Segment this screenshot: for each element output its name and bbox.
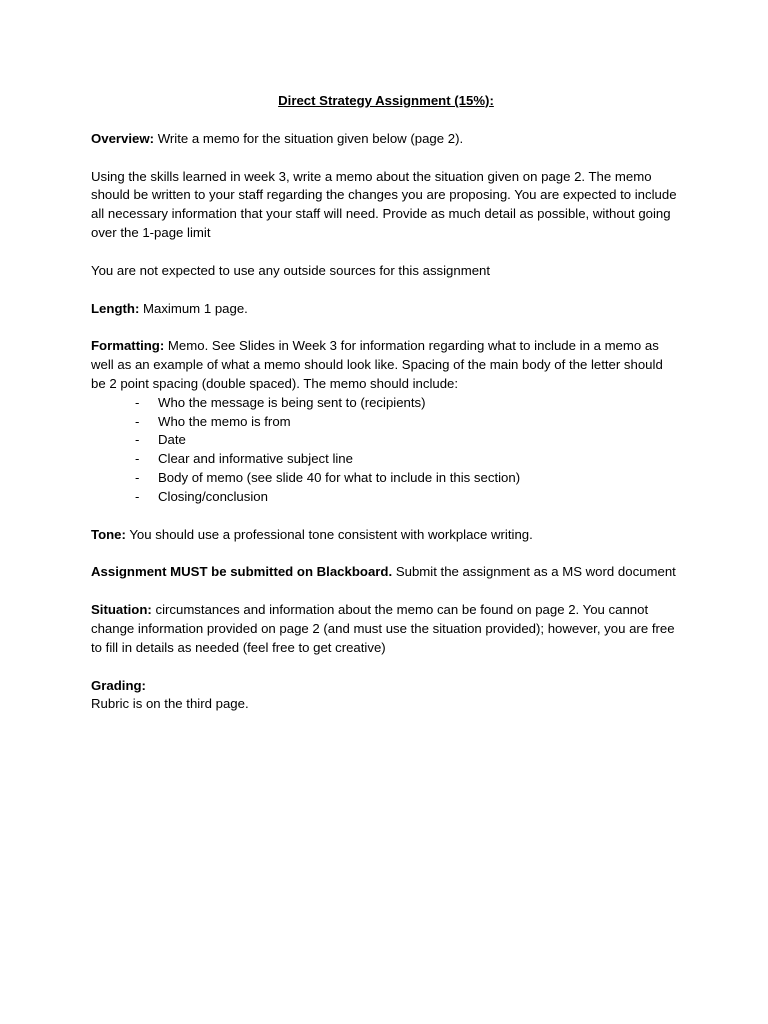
list-item (91, 394, 681, 413)
list-item (91, 488, 681, 507)
tone-label: Tone: (91, 526, 126, 542)
formatting-label: Formatting: (91, 338, 165, 354)
bullet-marker: - (135, 394, 140, 410)
overview-text: Write a memo for the situation given below (page 2). (154, 130, 464, 146)
memo-requirements-list (91, 394, 681, 507)
list-item-text: Who the memo is from (158, 413, 291, 429)
situation-text: circumstances and information about the memo can be found on page 2. You cannot change information provided on page 2 (and must use the situation provided); however, you are free to fill in details as needed (feel free to get creative) (91, 602, 675, 655)
overview-section (91, 130, 681, 149)
list-item-text: Date (158, 432, 186, 448)
list-item-text: Closing/conclusion (158, 488, 268, 504)
list-item (91, 413, 681, 432)
tone-section (91, 526, 681, 545)
situation-section (91, 601, 681, 657)
grading-label: Grading: (91, 677, 146, 693)
document-title: Direct Strategy Assignment (15%): (278, 93, 494, 108)
list-item (91, 431, 681, 450)
submission-label: Assignment MUST be submitted on Blackboard. (91, 564, 393, 580)
bullet-marker: - (135, 488, 140, 504)
list-item-text: Body of memo (see slide 40 for what to include in this section) (158, 469, 521, 485)
sources-paragraph: You are not expected to use any outside sources for this assignment (91, 262, 491, 278)
list-item (91, 450, 681, 469)
length-label: Length: (91, 300, 140, 316)
tone-text: You should use a professional tone consistent with workplace writing. (125, 526, 533, 542)
bullet-marker: - (135, 413, 140, 429)
length-text: Maximum 1 page. (139, 300, 248, 316)
submission-text: Submit the assignment as a MS word document (392, 564, 676, 580)
length-section (91, 300, 681, 319)
document-page (91, 92, 681, 714)
bullet-marker: - (135, 451, 140, 467)
situation-label: Situation: (91, 602, 152, 618)
bullet-marker: - (135, 469, 140, 485)
bullet-marker: - (135, 432, 140, 448)
submission-section (91, 563, 681, 582)
formatting-text: Memo. See Slides in Week 3 for information regarding what to include in a memo as well as an example of what a memo should look like. Spacing of the main body of the letter should be 2 point spacing (double spaced). The memo should include: (91, 338, 663, 391)
instructions-paragraph: Using the skills learned in week 3, write a memo about the situation given on page 2. The memo should be written to your staff regarding the changes you are proposing. You are expected to include all necessary information that your staff will need. Provide as much detail as possible, without going over the 1-page limit (91, 168, 677, 240)
list-item-text: Who the message is being sent to (recipients) (158, 394, 426, 410)
list-item-text: Clear and informative subject line (158, 451, 353, 467)
overview-label: Overview: (91, 130, 155, 146)
grading-section (91, 677, 681, 715)
list-item (91, 469, 681, 488)
formatting-section (91, 337, 681, 393)
grading-text: Rubric is on the third page. (91, 696, 249, 712)
